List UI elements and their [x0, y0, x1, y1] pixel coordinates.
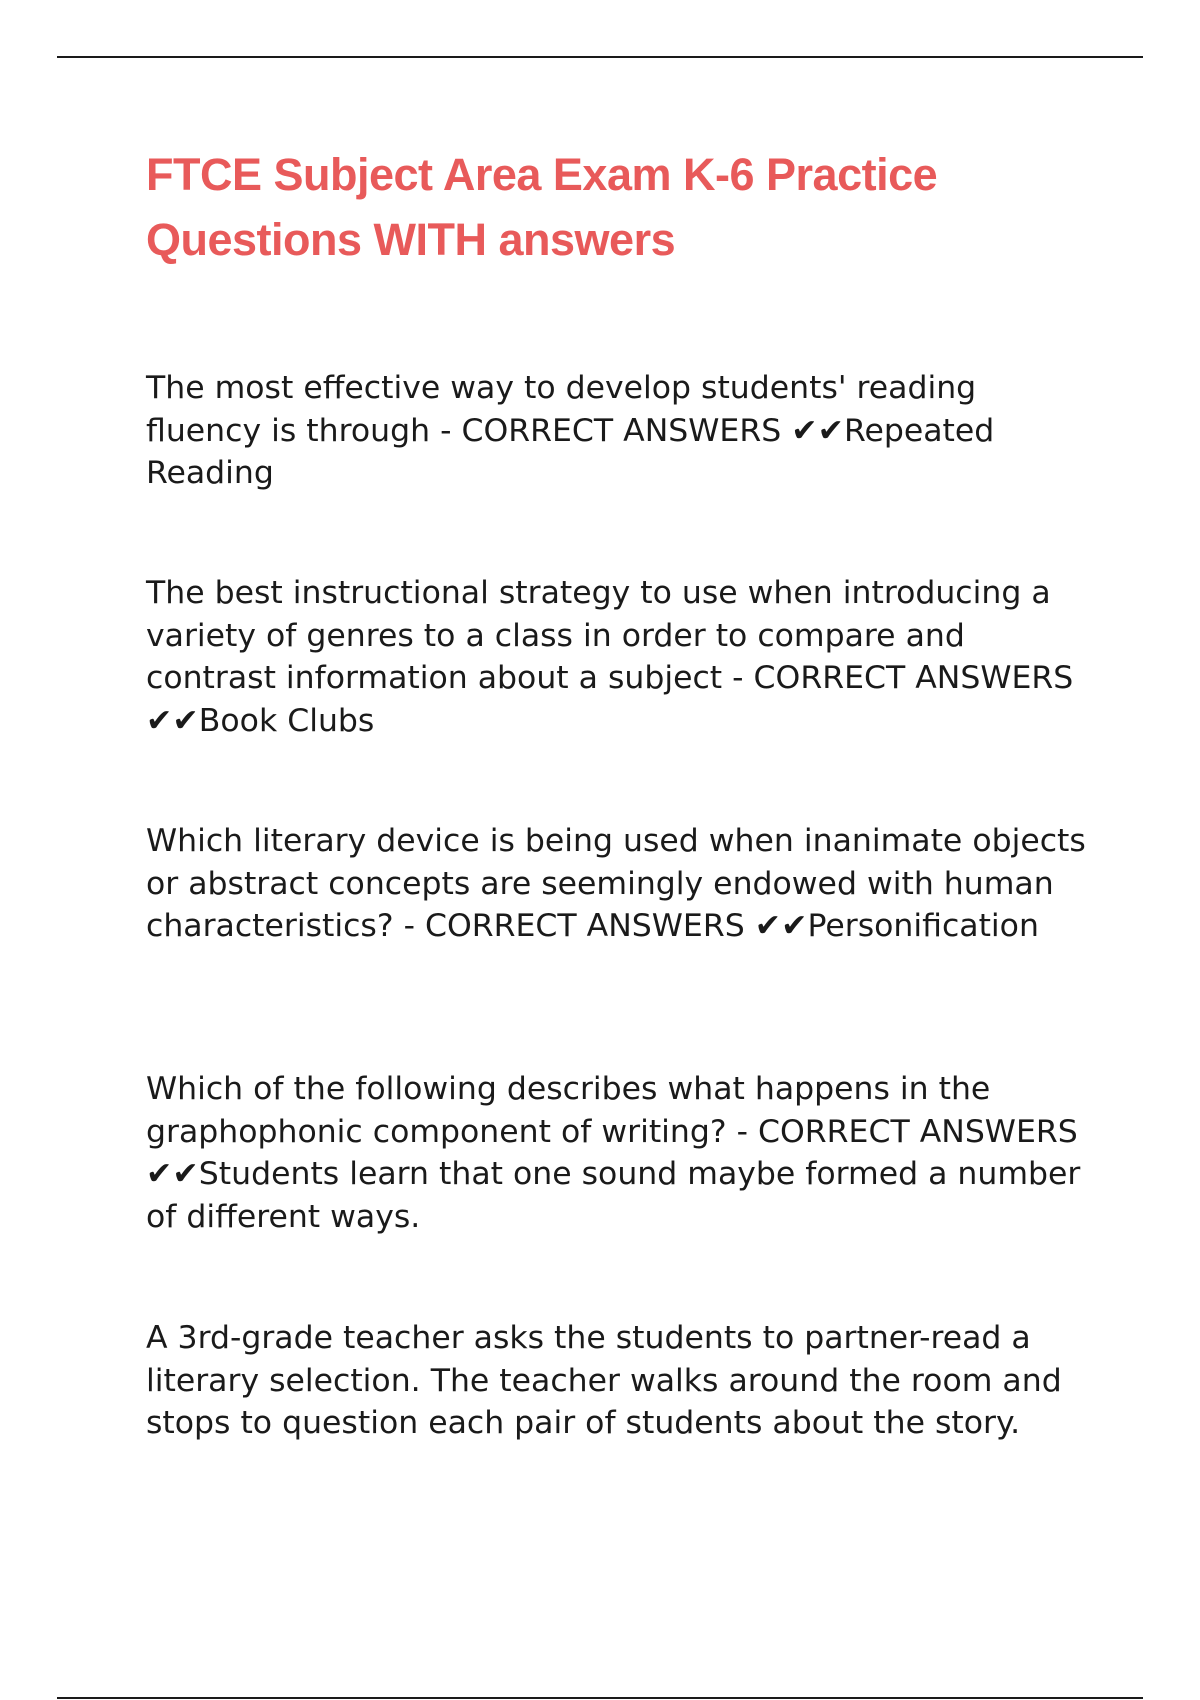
- document-title: FTCE Subject Area Exam K-6 Practice Questions WITH answers: [146, 149, 938, 265]
- qa-item-3: [146, 820, 1091, 948]
- question-text: The best instructional strategy to use when introducing a variety of genres to a class in order to compare and contrast information about a subject - CORRECT ANSWERS: [146, 575, 1074, 696]
- answer-text: Repeated Reading: [146, 412, 995, 491]
- question-text: A 3rd-grade teacher asks the students to partner-read a literary selection. The teacher walks around the room and stops to question each pair of students about the story.: [146, 1320, 1062, 1441]
- check-marks-icon: ✔✔: [754, 908, 808, 944]
- question-text: Which literary device is being used when inanimate objects or abstract concepts are seemingly endowed with human characteristics? - CORRECT ANSWERS: [146, 823, 1086, 944]
- top-rule: [57, 56, 1143, 58]
- answer-text: Personification: [807, 908, 1039, 944]
- bottom-rule: [57, 1697, 1143, 1699]
- check-marks-icon: ✔✔: [146, 1156, 199, 1192]
- answer-text: Book Clubs: [198, 702, 375, 739]
- question-text: Which of the following describes what happens in the graphophonic component of writing? - CORRECT ANSWERS: [146, 1071, 1078, 1150]
- check-marks-icon: ✔✔: [146, 702, 199, 739]
- question-text: The most effective way to develop students' reading fluency is through - CORRECT ANSWERS: [146, 370, 977, 449]
- answer-text: Students learn that one sound maybe formed a number of different ways.: [146, 1156, 1081, 1235]
- qa-item-5: [146, 1317, 1091, 1445]
- qa-item-4: [146, 1068, 1091, 1238]
- qa-item-1: [146, 367, 1091, 495]
- check-marks-icon: ✔✔: [791, 412, 845, 449]
- qa-item-2: [146, 572, 1091, 742]
